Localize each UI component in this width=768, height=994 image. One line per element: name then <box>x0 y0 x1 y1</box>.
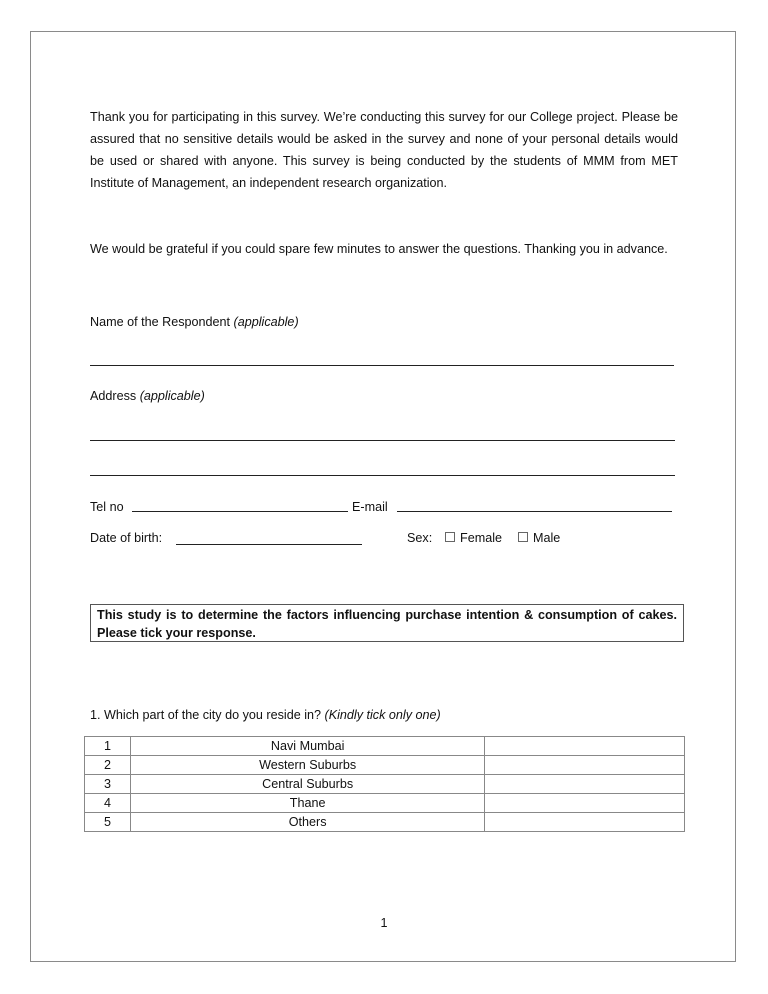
name-label: Name of the Respondent <box>90 315 231 329</box>
row-label: Western Suburbs <box>130 756 484 775</box>
study-purpose-box: This study is to determine the factors influencing purchase intention & consumption of cakes. Please tick your response. <box>90 604 684 642</box>
name-input-line[interactable] <box>90 365 674 366</box>
row-label: Thane <box>130 794 484 813</box>
tel-label: Tel no <box>90 500 124 514</box>
tick-cell[interactable] <box>485 813 685 832</box>
male-label: Male <box>533 531 561 545</box>
email-label: E-mail <box>352 500 388 514</box>
residence-options-table <box>84 736 685 832</box>
male-checkbox[interactable] <box>518 532 528 542</box>
row-number: 1 <box>85 737 131 756</box>
dob-label: Date of birth: <box>90 531 163 545</box>
tel-field <box>90 498 124 516</box>
name-field-label <box>90 313 299 331</box>
female-checkbox[interactable] <box>445 532 455 542</box>
tel-input-line[interactable] <box>132 511 348 512</box>
table-row <box>85 794 685 813</box>
dob-input-line[interactable] <box>176 544 362 545</box>
email-input-line[interactable] <box>397 511 672 512</box>
tick-cell[interactable] <box>485 775 685 794</box>
sex-option-male[interactable] <box>518 529 560 547</box>
address-note: (applicable) <box>139 389 205 403</box>
table-row <box>85 737 685 756</box>
row-label: Navi Mumbai <box>130 737 484 756</box>
table-row <box>85 813 685 832</box>
page-number: 1 <box>380 916 388 930</box>
tick-cell[interactable] <box>485 756 685 775</box>
table-row <box>85 775 685 794</box>
request-paragraph: We would be grateful if you could spare few minutes to answer the questions. Thanking you in advance. <box>90 242 668 256</box>
table-row <box>85 756 685 775</box>
tick-cell[interactable] <box>485 794 685 813</box>
row-number: 2 <box>85 756 131 775</box>
name-note: (applicable) <box>233 315 299 329</box>
sex-option-female[interactable] <box>445 529 502 547</box>
female-label: Female <box>460 531 502 545</box>
row-label: Central Suburbs <box>130 775 484 794</box>
tick-cell[interactable] <box>485 737 685 756</box>
email-field <box>352 498 388 516</box>
question-1 <box>90 706 441 724</box>
intro-paragraph: Thank you for participating in this survey. We’re conducting this survey for our College project. Please be assured that no sensitive details would be asked in the survey and none of your personal details would be used or shared with anyone. This survey is being conducted by the students of MMM from MET Institute of Management, an independent research organization. <box>90 110 678 190</box>
address-label: Address <box>90 389 137 403</box>
row-label: Others <box>130 813 484 832</box>
address-input-line-2[interactable] <box>90 475 675 476</box>
address-field-label <box>90 387 205 405</box>
row-number: 4 <box>85 794 131 813</box>
row-number: 5 <box>85 813 131 832</box>
question-1-text: 1. Which part of the city do you reside in? <box>90 708 322 722</box>
question-1-note: (Kindly tick only one) <box>324 708 441 722</box>
row-number: 3 <box>85 775 131 794</box>
dob-field <box>90 529 162 547</box>
sex-field <box>407 529 432 547</box>
address-input-line-1[interactable] <box>90 440 675 441</box>
sex-label: Sex: <box>407 531 433 545</box>
